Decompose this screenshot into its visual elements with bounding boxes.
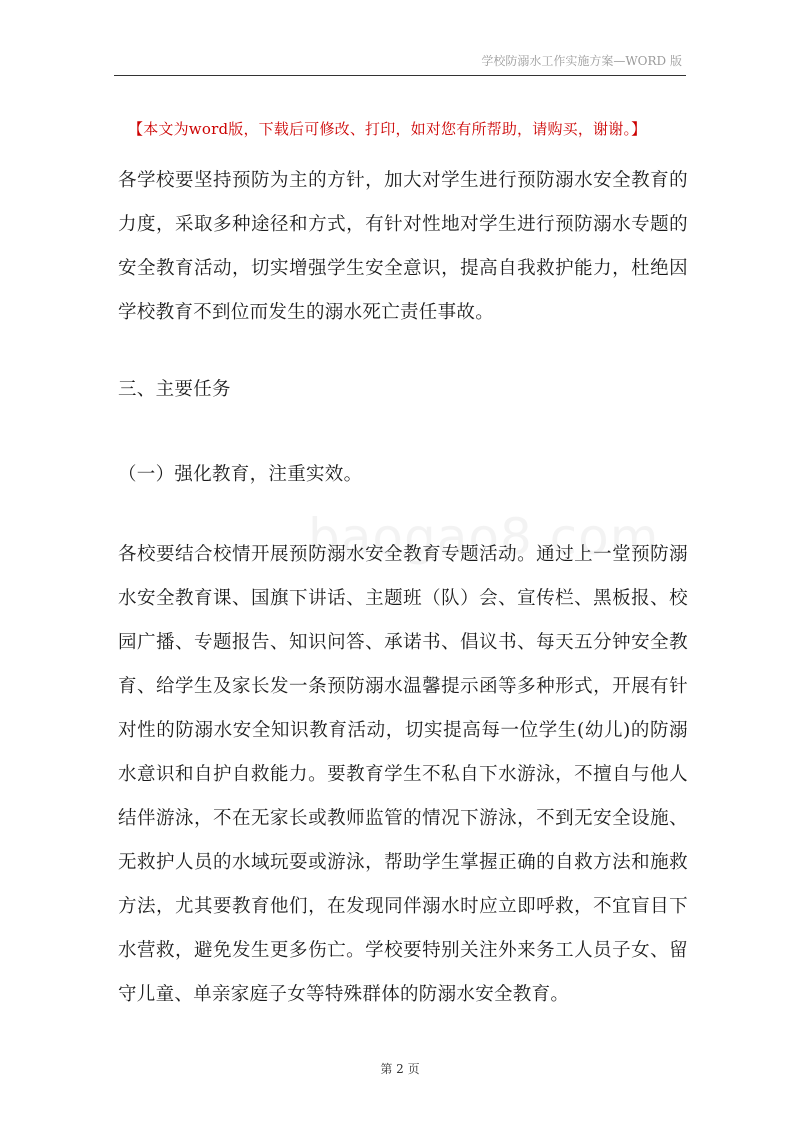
running-header-title: 学校防溺水工作实施方案—WORD 版 (481, 54, 682, 68)
body-paragraph-education-activities: 各校要结合校情开展预防溺水安全教育专题活动。通过上一堂预防溺水安全教育课、国旗下讲话、主题班（队）会、宣传栏、黑板报、校园广播、专题报告、知识问答、承诺书、倡议书、每天五分钟安全教育、给学生及家长发一条预防溺水温馨提示函等多种形式，开展有针对性的防溺水安全知识教育活动，切实提高每一位学生(幼儿)的防溺水意识和自护自救能力。要教育学生不私自下水游泳，不擅自与他人结伴游泳，不在无家长或教师监管的情况下游泳，不到无安全设施、无救护人员的水域玩耍或游泳，帮助学生掌握正确的自救方法和施救方法，尤其要教育他们，在发现同伴溺水时应立即呼救，不宜盲目下水营救，避免发生更多伤亡。学校要特别关注外来务工人员子女、留守儿童、单亲家庭子女等特殊群体的防溺水安全教育。 (118, 544, 688, 1005)
section-heading-main-tasks: 三、主要任务 (118, 379, 231, 400)
body-paragraph-prevention-policy: 各学校要坚持预防为主的方针，加大对学生进行预防溺水安全教育的力度，采取多种途径和方式，有针对性地对学生进行预防溺水专题的安全教育活动，切实增强学生安全意识，提高自我救护能力，杜绝因学校教育不到位而发生的溺水死亡责任事故。 (118, 170, 688, 323)
header-divider (114, 75, 686, 76)
page-number: 第 2 页 (380, 1062, 420, 1076)
download-notice: 【本文为word版，下载后可修改、打印，如对您有所帮助，请购买，谢谢。】 (128, 120, 647, 138)
subsection-heading-education: （一）强化教育，注重实效。 (118, 464, 363, 485)
